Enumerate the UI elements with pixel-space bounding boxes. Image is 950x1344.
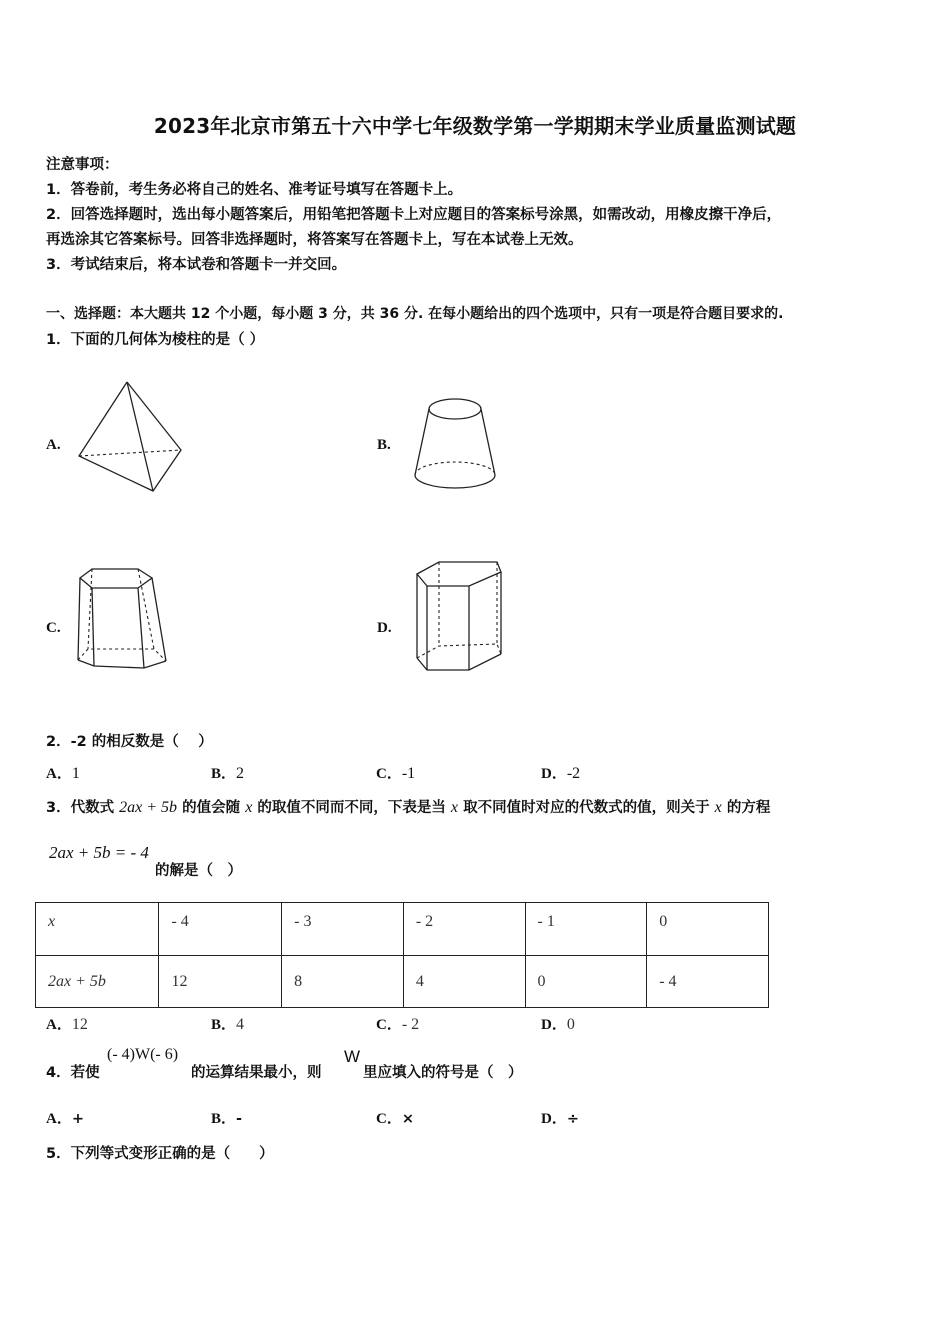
hexagonal-prism-figure — [413, 558, 508, 676]
q3-option-d — [541, 1013, 575, 1034]
table-cell: - 4 — [159, 903, 282, 956]
q3-stem-part-2: 的值会随 — [182, 800, 241, 816]
q4-expression: (- 4)W(- 6) — [107, 1046, 179, 1063]
q2-option-c — [376, 762, 415, 783]
notice-item-3: 3．考试结束后，将本试卷和答题卡一并交回。 — [46, 257, 347, 273]
q3-equation: 2ax + 5b = - 4 — [49, 843, 149, 862]
q3-expression: 2ax + 5b — [119, 799, 178, 816]
pyramid-figure — [75, 378, 185, 498]
q3-option-c — [376, 1013, 419, 1034]
q3-variable-x-2: x — [450, 799, 459, 816]
q2-option-a — [46, 762, 80, 783]
q3-stem-part-1: 3．代数式 — [46, 800, 115, 816]
q4-option-b-label: B． — [211, 1111, 237, 1127]
table-cell: 0 — [525, 956, 647, 1008]
q4-option-a-text: + — [71, 1111, 84, 1127]
q1-option-b-label: B. — [377, 437, 391, 453]
q3-option-a-label: A． — [46, 1017, 72, 1033]
q1-stem: 1．下面的几何体为棱柱的是（ ） — [46, 332, 265, 348]
q3-option-b-label: B． — [211, 1017, 237, 1033]
q4-option-c — [376, 1107, 414, 1128]
q3-option-b-text: 4 — [236, 1016, 245, 1033]
q2-option-d-label: D． — [541, 766, 567, 782]
q3-option-d-label: D． — [541, 1017, 567, 1033]
frustum-cone-figure — [410, 395, 500, 495]
table-cell: - 1 — [525, 903, 647, 956]
notice-heading: 注意事项： — [46, 157, 119, 173]
table-cell: x — [36, 903, 159, 956]
q2-option-c-text: -1 — [401, 765, 416, 782]
q4-option-d — [541, 1107, 579, 1128]
notice-item-2: 2．回答选择题时，选出每小题答案后，用铅笔把答题卡上对应题目的答案标号涂黑，如需改动，用橡皮擦干净后， — [46, 207, 782, 223]
q4-option-d-label: D． — [541, 1111, 567, 1127]
q2-option-c-label: C． — [376, 766, 402, 782]
q4-option-c-text: × — [401, 1111, 414, 1127]
q3-option-a-text: 12 — [71, 1016, 88, 1033]
q4-option-a — [46, 1107, 84, 1128]
q3-variable-x-1: x — [245, 799, 253, 816]
q2-option-b-label: B． — [211, 766, 237, 782]
q4-option-d-text: ÷ — [566, 1111, 579, 1127]
q1-option-a-label: A. — [46, 437, 61, 453]
q3-option-c-label: C． — [376, 1017, 402, 1033]
table-cell: - 2 — [403, 903, 525, 956]
page-title: 2023年北京市第五十六中学七年级数学第一学期期末学业质量监测试题 — [153, 114, 797, 138]
table-row — [36, 956, 769, 1008]
q3-option-c-text: - 2 — [401, 1016, 420, 1033]
q4-option-a-label: A． — [46, 1111, 72, 1127]
q4-option-b — [211, 1107, 242, 1128]
q4-stem-part-1: 4．若使 — [46, 1065, 100, 1081]
q2-option-d-text: -2 — [566, 765, 581, 782]
q5-stem: 5．下列等式变形正确的是（ ） — [46, 1146, 274, 1162]
table-cell: - 3 — [282, 903, 404, 956]
table-row — [36, 903, 769, 956]
q2-option-b — [211, 762, 244, 783]
q3-stem-part-5: 的方程 — [726, 800, 771, 816]
q4-symbol-w: W — [344, 1047, 361, 1066]
notice-item-2-cont: 再选涂其它答案标号。回答非选择题时，将答案写在答题卡上，写在本试卷上无效。 — [46, 232, 583, 248]
table-cell: 2ax + 5b — [36, 956, 159, 1008]
q2-option-a-label: A． — [46, 766, 72, 782]
q2-option-a-text: 1 — [71, 765, 80, 782]
frustum-pyramid-figure — [72, 563, 172, 678]
q4-stem-part-2: 的运算结果最小，则 — [191, 1065, 322, 1081]
q3-option-a — [46, 1013, 88, 1034]
q1-option-d-label: D. — [377, 620, 392, 636]
q3-value-table — [35, 902, 769, 1008]
q2-stem: 2．-2 的相反数是（ ） — [46, 734, 213, 750]
q4-option-b-text: - — [236, 1111, 243, 1127]
section-heading: 一、选择题：本大题共 12 个小题，每小题 3 分，共 36 分. 在每小题给出的四个选项中，只有一项是符合题目要求的. — [46, 306, 784, 322]
q1-option-c-label: C. — [46, 620, 61, 636]
table-cell: 12 — [159, 956, 282, 1008]
q4-stem-part-3: 里应填入的符号是（ ） — [363, 1065, 523, 1081]
notice-item-1: 1．答卷前，考生务必将自己的姓名、准考证号填写在答题卡上。 — [46, 182, 463, 198]
table-cell: 4 — [403, 956, 525, 1008]
q3-option-d-text: 0 — [566, 1016, 575, 1033]
q4-option-c-label: C． — [376, 1111, 402, 1127]
q3-stem-part-3: 的取值不同而不同，下表是当 — [257, 800, 446, 816]
q3-stem — [46, 796, 770, 817]
table-cell: 8 — [282, 956, 404, 1008]
q3-stem-part-4: 取不同值时对应的代数式的值，则关于 — [463, 800, 710, 816]
q2-option-b-text: 2 — [236, 765, 245, 782]
q3-stem-part-6: 的解是（ ） — [155, 863, 242, 879]
q3-option-b — [211, 1013, 244, 1034]
table-cell: - 4 — [647, 956, 769, 1008]
table-cell: 0 — [647, 903, 769, 956]
q3-variable-x-3: x — [714, 799, 722, 816]
q2-option-d — [541, 762, 580, 783]
